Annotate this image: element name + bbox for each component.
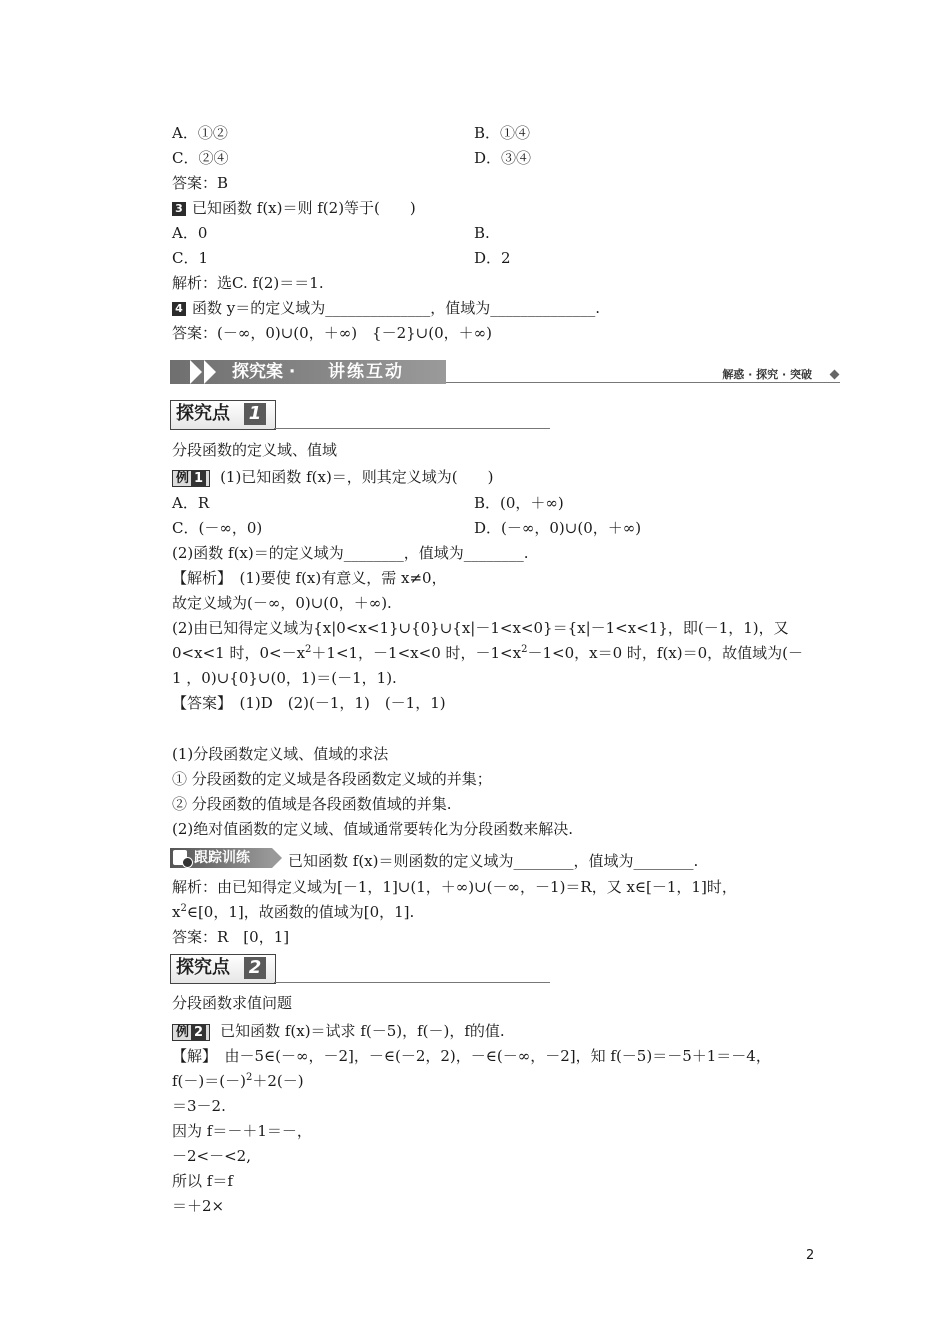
method-item-2: ② 分段函数的值域是各段函数值域的并集. (172, 795, 452, 813)
ex2-solution-6: 所以 f＝f (172, 1172, 233, 1190)
q3-option-d: D．2 (474, 249, 511, 267)
ex1-solution-1b: 故定义域为(－∞，0)∪(0，＋∞). (172, 594, 392, 612)
page-number: 2 (806, 1248, 815, 1263)
ex1-solution-2c: 1 ，0)∪{0}∪(0，1)＝(－1，1). (172, 669, 397, 687)
chevron-icon (204, 360, 216, 384)
banner-rule (446, 382, 840, 383)
explore-point-2-heading (170, 954, 550, 984)
explore-point-number: 2 (244, 957, 266, 979)
q3-number-badge: 3 (172, 202, 186, 216)
ex1-answer: 【答案】 (1)D (2)(－1，1) (－1，1) (172, 694, 446, 712)
banner-subtitle: 讲练互动 (328, 362, 404, 382)
q2-option-d: D．③④ (474, 149, 532, 167)
ex2-solution-4: 因为 f＝－＋1＝－， (172, 1122, 312, 1140)
diamond-icon (830, 370, 840, 380)
point1-topic: 分段函数的定义域、值域 (172, 441, 338, 459)
method-title: (1)分段函数定义域、值域的求法 (172, 745, 389, 763)
training-answer: 答案：R [0，1] (172, 928, 290, 946)
ex2-solution-5: －2<－<2, (172, 1147, 251, 1165)
example-1-stem: 例 1 (1)已知函数 f(x)＝，则其定义域为( ) (172, 467, 494, 487)
q4-answer: 答案：(－∞，0)∪(0，＋∞) {－2}∪(0，＋∞) (172, 324, 492, 342)
q3-option-c: C．1 (172, 249, 209, 267)
ex1-option-c: C．(－∞，0) (172, 519, 263, 537)
explore-point-1-heading (170, 400, 550, 430)
ex1-stem-2: (2)函数 f(x)＝的定义域为________，值域为________. (172, 544, 529, 562)
ex2-solution-3: ＝3－2. (172, 1097, 226, 1115)
q4-number-badge: 4 (172, 302, 186, 316)
training-solution-1: 解析：由已知得定义域为[－1，1]∪(1，＋∞)∪(－∞，－1)＝R，又 x∈[－1，1]时， (172, 878, 737, 896)
ex1-solution-1a: 【解析】 (1)要使 f(x)有意义，需 x≠0， (172, 569, 447, 587)
explore-point-label: 探究点 (176, 957, 230, 978)
example-2-stem: 例 2 已知函数 f(x)＝试求 f(－5)，f(－)，f的值. (172, 1021, 505, 1041)
q3-stem (172, 198, 416, 218)
q4-stem (172, 298, 600, 318)
q2-answer: 答案：B (172, 174, 229, 192)
training-solution-2: $x^2\in[0$，1]，故函数的值域为[0，1]. (172, 903, 415, 921)
ex1-option-b: B．(0，＋∞) (474, 494, 564, 512)
q3-option-a: A．0 (172, 224, 208, 242)
q2-option-a: A．①② (172, 124, 228, 142)
q2-option-c: C．②④ (172, 149, 229, 167)
q2-option-b: B．①④ (474, 124, 531, 142)
section-banner (170, 356, 840, 386)
example-badge: 例 2 (172, 1024, 210, 1041)
q4-stem-text: 函数 y＝的定义域为______________，值域为______________. (192, 299, 601, 317)
method-item-3: (2)绝对值函数的定义域、值域通常要转化为分段函数来解决. (172, 820, 574, 838)
q3-stem-text: 已知函数 f(x)＝则 f(2)等于( ) (192, 199, 416, 217)
point2-topic: 分段函数求值问题 (172, 994, 293, 1012)
example-badge: 例 1 (172, 470, 210, 487)
explore-point-number: 1 (244, 403, 266, 425)
ex1-option-a: A．R (172, 494, 210, 512)
follow-up-training-badge: 跟踪训练 (170, 848, 272, 868)
ex2-solution-7: ＝＋2× (172, 1197, 225, 1215)
ex1-solution-2a: (2)由已知得定义域为{x|0<x<1}∪{0}∪{x|－1<x<0}＝{x|－1<x<1}，即(－1，1)，又 (172, 619, 789, 637)
explore-point-label: 探究点 (176, 403, 230, 424)
ex1-option-d: D．(－∞，0)∪(0，＋∞) (474, 519, 642, 537)
training-stem: 已知函数 f(x)＝则函数的定义域为________，值域为________. (288, 852, 699, 870)
ex2-solution-1: 【解】 由－5∈(－∞，－2]，－∈(－2，2)，－∈(－∞，－2]，知 f(－5)＝－5＋1＝－4， (172, 1047, 771, 1065)
q3-analysis: 解析：选C. f(2)＝＝1. (172, 274, 324, 292)
method-item-1: ① 分段函数的定义域是各段函数定义域的并集； (172, 770, 492, 788)
banner-right-text: 解惑 · 探究 · 突破 (722, 368, 812, 381)
banner-title: 探究案 · (232, 362, 296, 382)
ex2-solution-2: $f(-)=(-)^2+2(-)$ (172, 1072, 304, 1090)
ex1-solution-2b: 0<x<1 时，$0<-x^2+1<1$，－1<x<0 时，$-1<x^2-1<0$，x＝0 时，f(x)＝0，故值域为(－ (172, 644, 804, 662)
q3-option-b: B. (474, 224, 490, 242)
chevron-icon (190, 360, 202, 384)
check-icon (182, 857, 193, 868)
